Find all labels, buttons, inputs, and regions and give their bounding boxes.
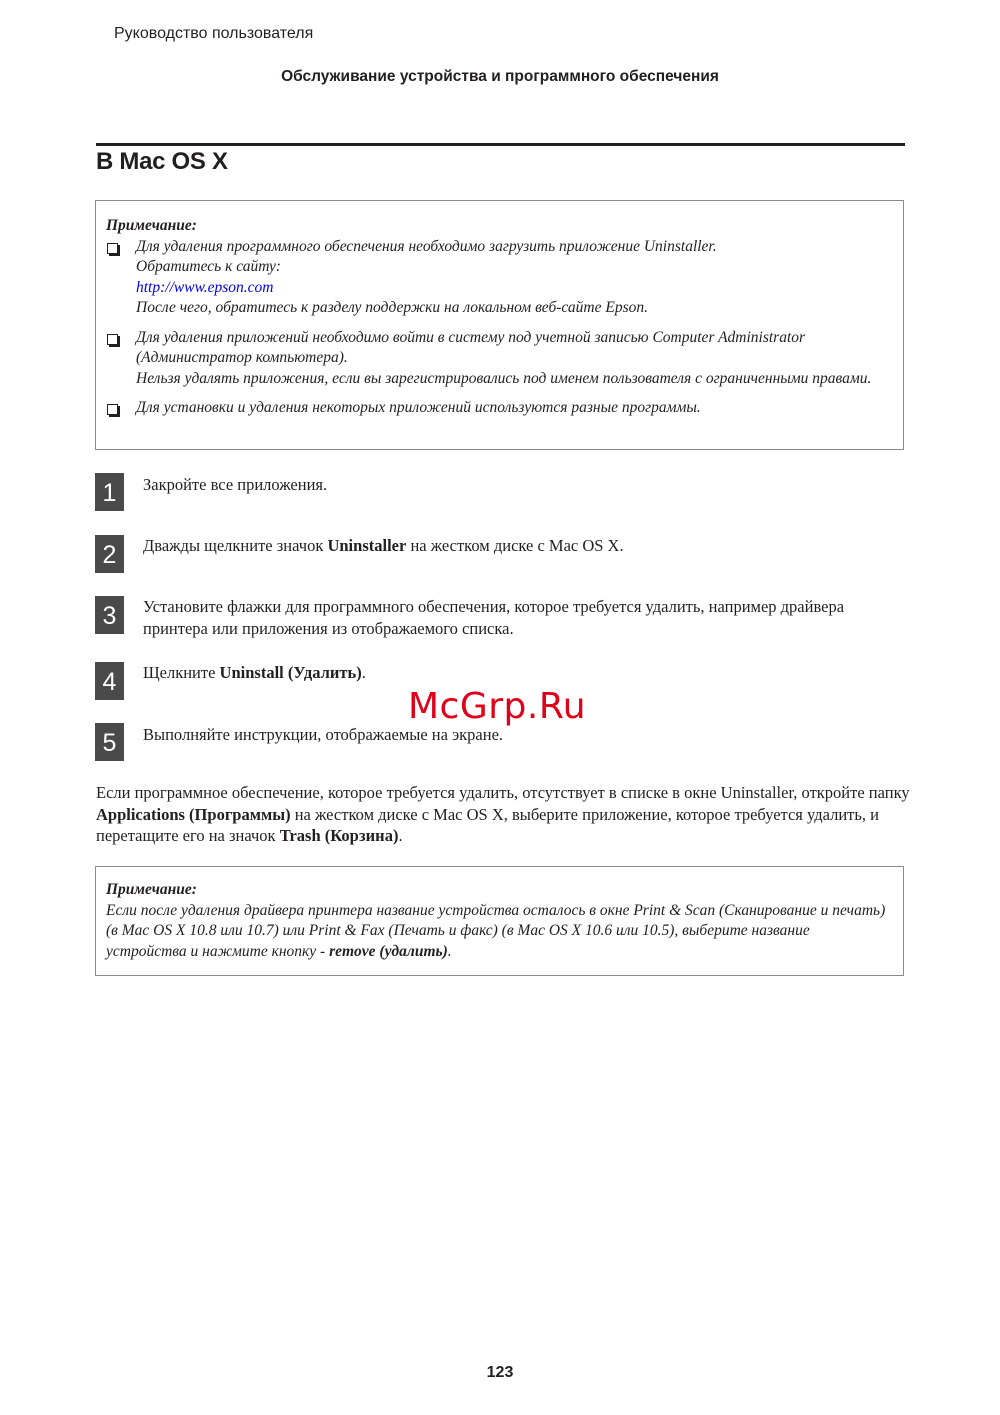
step-text-3: Установите флажки для программного обеспечения, которое требуется удалить, например драйвера принтера или приложения из отображаемого списка. bbox=[143, 597, 845, 638]
step-text: Щелкните bbox=[143, 663, 220, 682]
checkbox-bullet-icon bbox=[106, 328, 136, 390]
step-number-4: 4 bbox=[95, 662, 124, 700]
note-text-span: . bbox=[447, 942, 452, 960]
page-number: 123 bbox=[486, 1364, 514, 1381]
step-text-bold: Uninstaller bbox=[327, 536, 407, 555]
note-text: После чего, обратитесь к разделу поддержки на локальном веб-сайте Epson. bbox=[136, 299, 648, 316]
epson-link[interactable]: http://www.epson.com bbox=[136, 278, 274, 296]
step-text: . bbox=[361, 663, 366, 682]
note-text: Для удаления приложений необходимо войти в систему под учетной записью Computer Administrator (Администратор компьютера). bbox=[136, 328, 806, 366]
step-number-2: 2 bbox=[95, 535, 124, 573]
note-bullet-2 bbox=[106, 328, 893, 390]
step-number-3: 3 bbox=[95, 596, 124, 634]
note-text: Нельзя удалять приложения, если вы зарегистрировались под именем пользователя с ограниченными правами. bbox=[136, 369, 872, 387]
note-label: Примечание: bbox=[106, 881, 197, 898]
checkbox-bullet-icon bbox=[106, 398, 136, 422]
title-rule bbox=[96, 143, 905, 146]
step-number-5: 5 bbox=[95, 723, 124, 761]
note-label: Примечание: bbox=[106, 217, 197, 234]
note-box-2 bbox=[95, 866, 904, 976]
step-text-4 bbox=[143, 662, 913, 684]
note-text-span: Если после удаления драйвера принтера название устройства осталось в окне Print & Scan (Сканирование и печать) (в Mac OS X 10.8 или 10.7) или Print & Fax (Печать и факс) (в Mac OS X 10.6 или 10.5), выберите название устройства и нажмите кнопку - bbox=[106, 901, 886, 960]
para-text: . bbox=[398, 826, 403, 845]
step-text: на жестком диске с Mac OS X. bbox=[406, 536, 624, 555]
note-text: Для установки и удаления некоторых приложений используются разные программы. bbox=[136, 399, 701, 416]
step-text-5: Выполняйте инструкции, отображаемые на экране. bbox=[143, 725, 504, 744]
step-text-1: Закройте все приложения. bbox=[143, 475, 328, 494]
note-text: Для удаления программного обеспечения необходимо загрузить приложение Uninstaller. bbox=[136, 237, 717, 255]
section-title: Обслуживание устройства и программного обеспечения bbox=[281, 68, 719, 85]
note-text bbox=[106, 901, 893, 963]
running-title: Руководство пользователя bbox=[114, 25, 314, 42]
note-bullet-3 bbox=[106, 398, 893, 422]
note-text-bold: remove (удалить) bbox=[329, 942, 448, 960]
note-text: Обратитесь к сайту: bbox=[136, 258, 281, 275]
para-bold: Trash (Корзина) bbox=[279, 826, 399, 845]
page-title: В Mac OS X bbox=[96, 148, 228, 175]
note-bullet-1 bbox=[106, 237, 893, 319]
step-text-bold: Uninstall (Удалить) bbox=[219, 663, 362, 682]
para-text: на жестком диске с Mac OS X, выберите приложение, которое требуется удалить, и перетащите его на значок bbox=[96, 804, 879, 845]
step-text-2 bbox=[143, 535, 913, 557]
note-box-1 bbox=[95, 200, 904, 450]
watermark: McGrp.Ru bbox=[408, 686, 587, 727]
body-paragraph bbox=[96, 782, 911, 847]
step-text: Дважды щелкните значок bbox=[143, 536, 328, 555]
para-text: Если программное обеспечение, которое требуется удалить, отсутствует в списке в окне Uninstaller, откройте папку bbox=[96, 783, 910, 802]
para-bold: Applications (Программы) bbox=[96, 804, 291, 824]
step-number-1: 1 bbox=[95, 473, 124, 511]
checkbox-bullet-icon bbox=[106, 237, 136, 319]
